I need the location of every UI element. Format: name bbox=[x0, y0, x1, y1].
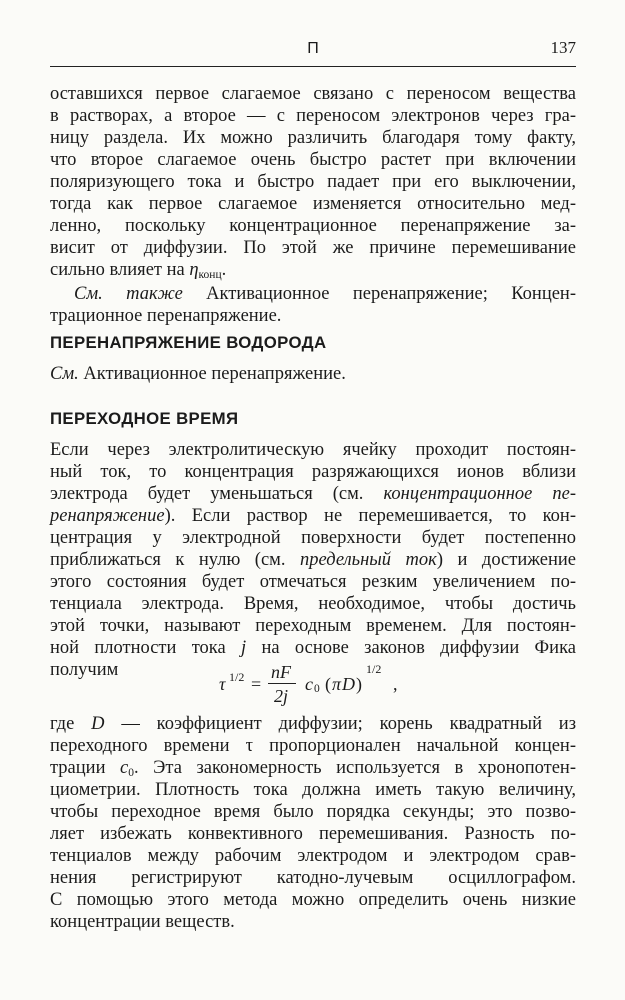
formula-c: c bbox=[305, 674, 313, 694]
see-also-line bbox=[74, 283, 576, 305]
line-text: ). Если раствор не перемешивается, то кон- bbox=[164, 506, 576, 526]
line-text: где bbox=[50, 714, 92, 734]
running-header bbox=[50, 36, 576, 67]
text-line: этой точки, называют переходным временем. Для постоян- bbox=[50, 616, 576, 636]
text-line: поляризующего тока и быстро падает при его выключении, bbox=[50, 172, 576, 192]
text-line bbox=[50, 549, 576, 571]
line-text: . Эта закономерность используется в хронопотен- bbox=[134, 758, 576, 778]
text-line: в растворах, а второе — с переносом электронов через гра- bbox=[50, 106, 576, 126]
variable-c: c bbox=[120, 758, 129, 778]
formula-equals: = bbox=[251, 674, 262, 694]
entry-heading: ПЕРЕХОДНОЕ ВРЕМЯ bbox=[50, 409, 239, 428]
line-text: ) и достижение bbox=[436, 550, 576, 570]
section-letter: П bbox=[307, 40, 319, 57]
text-line: тенциалов между рабочим электродом и электродом срав- bbox=[50, 846, 576, 866]
cross-reference: Активационное перенапряжение. bbox=[78, 364, 346, 384]
text-line: этого состояния будет отмечаться резким увеличением по- bbox=[50, 572, 576, 592]
see-label: См. bbox=[50, 364, 79, 384]
text-line: переходного времени τ пропорционален начальной концен- bbox=[50, 736, 576, 756]
page-number: 137 bbox=[550, 38, 576, 57]
formula-numerator: nF bbox=[271, 662, 291, 682]
line-text: на основе законов диффузии Фика bbox=[246, 638, 576, 658]
text-line: чтобы переходное время было порядка секунды; это позво- bbox=[50, 802, 576, 822]
line-text: сильно влияет на bbox=[50, 260, 185, 280]
line-text: электрода будет уменьшаться (см. bbox=[50, 484, 384, 504]
variable-D: D bbox=[91, 714, 105, 734]
text-line: ницу раздела. Их можно различить благодаря тому факту, bbox=[50, 128, 576, 148]
italic-term: предельный ток bbox=[300, 550, 437, 570]
cross-reference: трационное перенапряжение. bbox=[50, 306, 282, 326]
line-text: — коэффициент диффузии; корень квадратный из bbox=[104, 714, 576, 734]
variable-j: j bbox=[241, 638, 247, 658]
text-line: оставшихся первое слагаемое связано с переносом вещества bbox=[50, 84, 576, 104]
fraction-bar bbox=[268, 683, 296, 684]
entry-heading: ПЕРЕНАПРЯЖЕНИЕ ВОДОРОДА bbox=[50, 333, 327, 352]
italic-term: ренапряжение bbox=[50, 506, 165, 526]
formula-paren-close: ) bbox=[356, 674, 362, 694]
see-also-line bbox=[50, 363, 576, 385]
eta-symbol: η bbox=[189, 260, 199, 280]
text-line: что второе слагаемое очень быстро растет при включении bbox=[50, 150, 576, 170]
cross-reference: Активационное перенапряжение; Концен- bbox=[182, 284, 576, 304]
text-line: нения регистрируют катодно-лучевым осциллографом. bbox=[50, 868, 576, 888]
text-line: циометрии. Плотность тока должна иметь такую величину, bbox=[50, 780, 576, 800]
text-line: тогда как первое слагаемое изменяется относительно мед- bbox=[50, 194, 576, 214]
text-line: концентрации веществ. bbox=[50, 912, 235, 932]
formula-denominator: 2j bbox=[274, 686, 289, 706]
formula-c-subscript: 0 bbox=[314, 683, 320, 695]
line-text: . bbox=[221, 260, 227, 280]
formula-paren-open: ( bbox=[325, 674, 331, 694]
formula-D: D bbox=[342, 674, 355, 694]
line-text: трации bbox=[50, 758, 121, 778]
text-line: С помощью этого метода можно определить очень низкие bbox=[50, 890, 576, 910]
text-line: получим bbox=[50, 660, 119, 680]
formula-comma: , bbox=[393, 674, 398, 694]
formula-outer-exponent: 1/2 bbox=[366, 662, 382, 676]
text-line: центрация у электродной поверхности будет постепенно bbox=[50, 528, 576, 548]
text-line bbox=[50, 637, 576, 659]
text-line: ный ток, то концентрация разряжающихся ионов вблизи bbox=[50, 462, 576, 482]
text-line bbox=[50, 483, 576, 505]
variable-c-subscript: 0 bbox=[128, 767, 134, 779]
formula bbox=[215, 662, 415, 706]
text-line: ленно, поскольку концентрационное перенапряжение за- bbox=[50, 216, 576, 236]
text-line: ляет избежать конвективного перемешивания. Разность по- bbox=[50, 824, 576, 844]
text-line bbox=[50, 259, 576, 286]
line-text: ной плотности тока bbox=[50, 638, 242, 658]
text-line bbox=[50, 713, 576, 735]
text-line bbox=[50, 505, 576, 527]
line-text: приближаться к нулю (см. bbox=[50, 550, 301, 570]
text-line: Если через электролитическую ячейку проходит постоян- bbox=[50, 440, 576, 460]
see-also-label: См. также bbox=[74, 284, 183, 304]
italic-term: концентрационное пе- bbox=[383, 484, 576, 504]
eta-subscript: конц bbox=[198, 269, 222, 281]
formula-pi: π bbox=[332, 674, 342, 694]
formula-half-exponent: 1/2 bbox=[229, 670, 245, 684]
text-line: тенциала электрода. Время, необходимое, чтобы достичь bbox=[50, 594, 576, 614]
formula-tau: τ bbox=[219, 674, 226, 694]
text-line: висит от диффузии. По этой же причине перемешивание bbox=[50, 238, 576, 258]
